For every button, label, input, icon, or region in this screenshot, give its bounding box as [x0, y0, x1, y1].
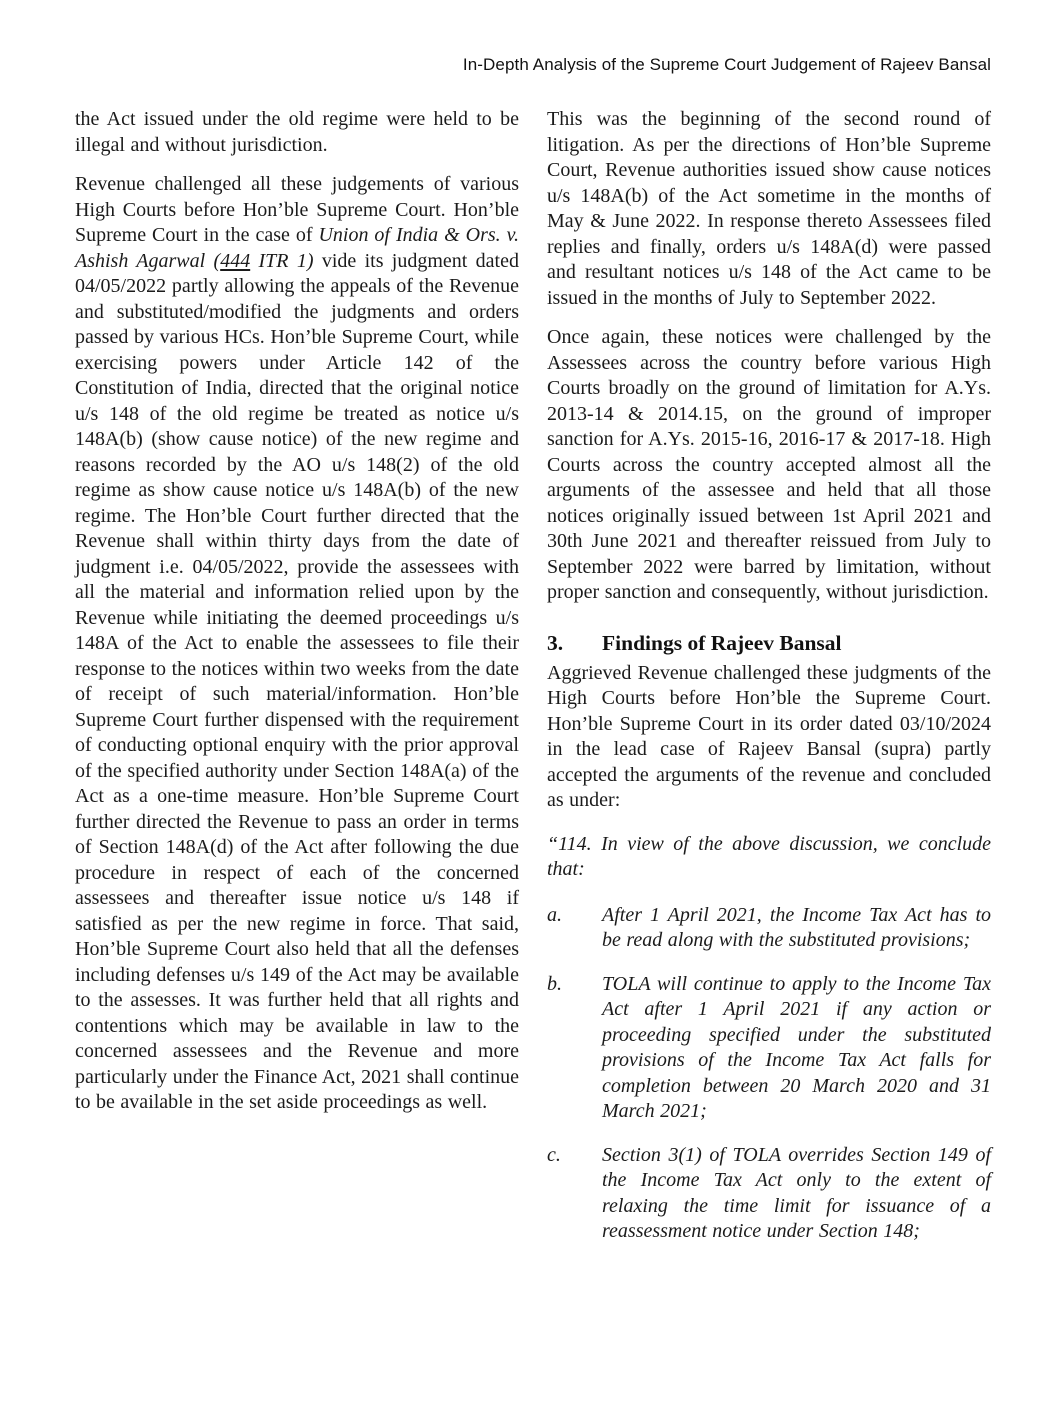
- section-number: 3.: [547, 630, 564, 655]
- citation-text: Union of India & Ors. v. Ashish Agarwal (: [75, 224, 519, 272]
- paragraph-text: the Act issued under the old regime were held to be illegal and without jurisdiction.: [75, 108, 519, 156]
- right-column: [547, 107, 991, 1263]
- paragraph-revenue-challenge: [75, 172, 519, 1116]
- paragraph-text: Revenue challenged all these judgements of various High Courts before Hon’ble Supreme Court. Hon’ble Supreme Court in the case of: [75, 173, 519, 246]
- two-column-layout: [75, 107, 991, 1263]
- list-item-b: [547, 972, 991, 1125]
- list-marker: a.: [547, 903, 562, 926]
- list-item-a: [547, 903, 991, 954]
- paragraph-second-round: [547, 107, 991, 311]
- paragraph-old-regime: [75, 107, 519, 158]
- list-item-c: [547, 1143, 991, 1245]
- list-text: After 1 April 2021, the Income Tax Act has to be read along with the substituted provisions;: [602, 903, 991, 951]
- list-marker: c.: [547, 1143, 561, 1166]
- quote-text: “114. In view of the above discussion, we conclude that:: [547, 832, 991, 880]
- citation-underlined-number: 444: [220, 249, 251, 272]
- quote-intro-paragraph: [547, 832, 991, 883]
- paragraph-text: This was the beginning of the second round of litigation. As per the directions of Hon’ble Supreme Court, Revenue authorities issued show cause notices u/s 148A(b) of the Act sometime in the months of May & June 2022. In response thereto Assessees filed replies and finally, orders u/s 148A(d) were passed and resultant notices u/s 148 of the Act came to be issued in the months of July to September 2022.: [547, 108, 991, 309]
- paragraph-text: Once again, these notices were challenged by the Assessees across the country before various High Courts broadly on the ground of limitation for A.Ys. 2013-14 & 2014.15, on the ground of improper sanction for A.Ys. 2015-16, 2016-17 & 2017-18. High Courts across the country accepted almost all the arguments of the assessee and held that all those notices originally issued between 1st April 2021 and 30th June 2021 and thereafter reissued from July to September 2022 were barred by limitation, without proper sanction and consequently, without jurisdiction.: [547, 326, 991, 603]
- citation-text: ITR 1): [250, 249, 314, 272]
- conclusion-list: [547, 903, 991, 1245]
- paragraph-aggrieved-revenue: [547, 661, 991, 814]
- list-text: Section 3(1) of TOLA overrides Section 149 of the Income Tax Act only to the extent of relaxing the time limit for issuance of a reassessment notice under Section 148;: [602, 1143, 991, 1242]
- paragraph-text: Aggrieved Revenue challenged these judgments of the High Courts before Hon’ble the Supreme Court. Hon’ble Supreme Court in its order dated 03/10/2024 in the lead case of Rajeev Bansal (supra) partly accepted the arguments of the revenue and concluded as under:: [547, 661, 991, 811]
- section-heading-findings: [547, 630, 991, 656]
- left-column: [75, 107, 519, 1130]
- list-marker: b.: [547, 972, 562, 995]
- section-title: Findings of Rajeev Bansal: [602, 630, 842, 655]
- paragraph-notices-challenged: [547, 325, 991, 606]
- paragraph-text: vide its judgment dated 04/05/2022 partly allowing the appeals of the Revenue and substituted/modified the judgments and orders passed by various HCs. Hon’ble Supreme Court, while exercising powers under Article 142 of the Constitution of India, directed that the original notice u/s 148 of the old regime be treated as notice u/s 148A(b) (show cause notice) of the new regime and reasons recorded by the AO u/s 148(2) of the old regime as show cause notice u/s 148A(b) of the new regime. The Hon’ble Court further directed that the Revenue shall within thirty days from the date of judgment i.e. 04/05/2022, provide the assessees with all the material and information relied upon by the Revenue while initiating the deemed proceedings u/s 148A of the Act to enable the assessees to file their response to the notices within two weeks from the date of receipt of such material/information. Hon’ble Supreme Court further dispensed with the requirement of conducting optional enquiry with the prior approval of the specified authority under Section 148A(a) of the Act as a one-time measure. Hon’ble Supreme Court further directed the Revenue to pass an order in terms of Section 148A(d) of the Act after following the due procedure in respect of each of the concerned assessees and thereafter issue notice u/s 148 if satisfied as per the new regime in force. That said, Hon’ble Supreme Court also held that all the defenses including defenses u/s 149 of the Act may be available to the assesses. It was further held that all rights and contentions which may be available in law to the concerned assessees and the Revenue and more particularly under the Finance Act, 2021 shall continue to be available in the set aside proceedings as well.: [75, 249, 519, 1113]
- page-header-title: In-Depth Analysis of the Supreme Court Judgement of Rajeev Bansal: [462, 55, 991, 74]
- list-text: TOLA will continue to apply to the Income Tax Act after 1 April 2021 if any action or proceeding specified under the substituted provisions of the Income Tax Act falls for completion between 20 March 2020 and 31 March 2021;: [602, 972, 991, 1122]
